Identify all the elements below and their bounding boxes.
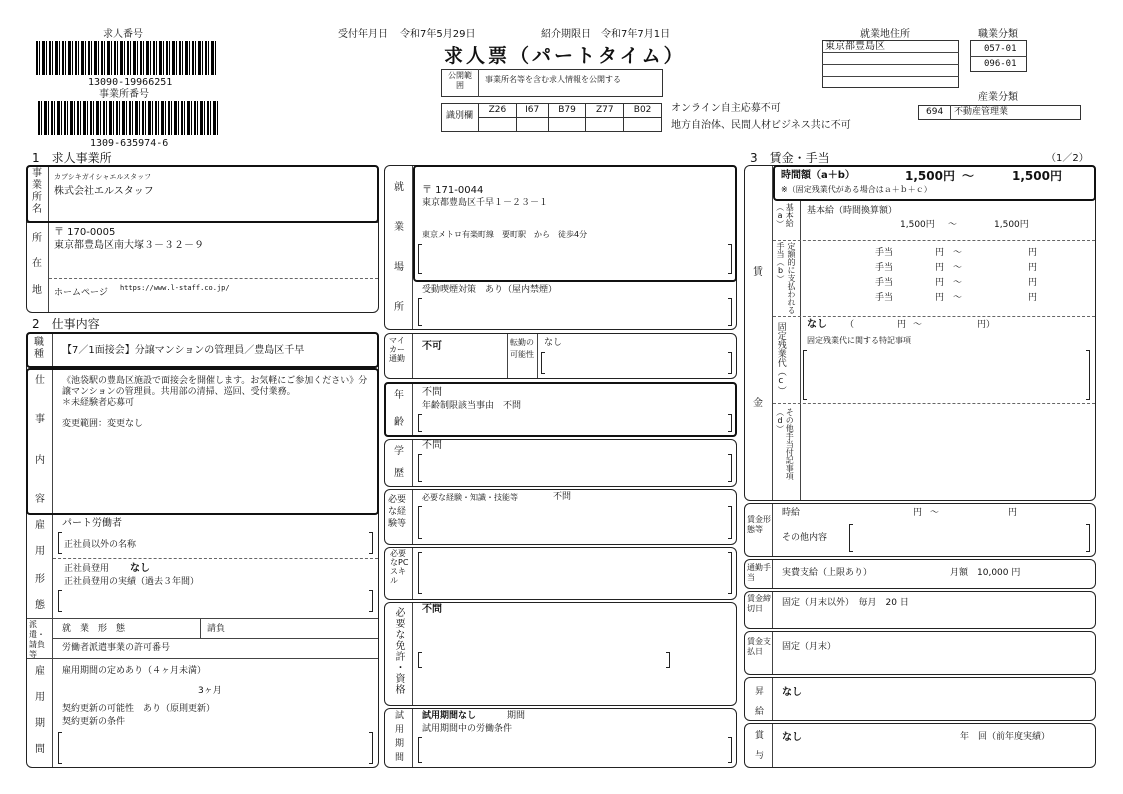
cutoff-value: 固定（月末以外） 毎月 20 日 (782, 598, 909, 608)
allowance-tilde: 〜 (953, 248, 963, 258)
hourly-tilde: 〜 (962, 169, 975, 183)
wage-form-yen-max: 円 (1008, 508, 1018, 518)
allowance-yen-max: 円 (1028, 263, 1038, 273)
deadline-label: 紹介期限日 (541, 29, 591, 40)
education-label: 学 (394, 446, 404, 457)
base-pay-min: 1,500円 (900, 220, 935, 230)
payday-label: 賃金支払日 (747, 637, 771, 656)
education-label: 歴 (394, 468, 404, 479)
period-text: 雇用期間の定めあり（４ヶ月未満） (62, 666, 207, 676)
regular-hire-label: 正社員登用 (64, 564, 110, 574)
commute-allowance-max: 月額 10,000 円 (950, 568, 1021, 578)
employment-label: 形 (35, 574, 45, 585)
dispatch-label: 派遣・請負等 (29, 620, 45, 659)
experience-label: 必要な経験等 (388, 495, 407, 529)
id-code: B79 (548, 104, 586, 118)
license-panel (384, 602, 737, 706)
age-label: 年 (394, 390, 404, 401)
pc-skill-label: 必要なPCスキル (390, 549, 409, 585)
payday-panel (744, 631, 1096, 675)
employment-label: 態 (35, 600, 45, 611)
office-number-label: 事業所番号 (99, 89, 149, 100)
dispatch-form-label: 就 業 形 態 (62, 624, 126, 634)
workplace-label: 就 (394, 182, 404, 193)
base-pay-max: 1,500円 (994, 220, 1029, 230)
occupation: 【7／1面接会】分譲マンションの管理員／豊島区千早 (62, 345, 305, 356)
office-number-barcode (38, 101, 218, 135)
age-reason: 年齢制限該当事由 不問 (422, 401, 522, 411)
job-class-label: 職業分類 (978, 29, 1018, 40)
section-2-title: 2 仕事内容 (32, 317, 100, 331)
raise-label: 昇給 (755, 687, 765, 717)
renewal: 契約更新の可能性 あり（原則更新） (62, 704, 216, 714)
license-value: 不問 (422, 604, 442, 615)
trial-label: 用 (395, 725, 405, 735)
trial-label: 期 (395, 739, 405, 749)
other-allowance-label: その他手当付記事項（d） (775, 408, 795, 480)
allowance-name: 手当 (875, 248, 894, 258)
bonus-record: 年 回（前年度実績） (960, 732, 1051, 742)
hourly-min: 1,500円 (905, 169, 955, 183)
company-address: 東京都豊島区南大塚３－３２－９ (54, 240, 204, 251)
id-code: B02 (624, 104, 662, 118)
wage-form-yen: 円 (913, 508, 923, 518)
base-pay-label: 基本給（a） (775, 203, 795, 228)
fixed-overtime-tilde: 〜 (913, 320, 923, 330)
raise-panel (744, 677, 1096, 721)
allowance-tilde: 〜 (953, 293, 963, 303)
id-code: Z26 (479, 104, 517, 118)
wage-form-label: 賃金形態等 (747, 515, 771, 534)
id-codes-table (478, 103, 662, 132)
industry-label: 産業分類 (978, 92, 1018, 103)
address-label-2: 在 (32, 258, 42, 269)
workplace-label: 所 (394, 302, 404, 313)
trial-period: 期間 (507, 711, 526, 721)
raise-value: なし (782, 687, 802, 698)
job-class-code: 057-01 (984, 44, 1017, 54)
id-code: I67 (516, 104, 548, 118)
workplace-address-label: 就業地住所 (860, 29, 910, 40)
non-regular-name-label: 正社員以外の名称 (64, 540, 137, 550)
job-number: 13090-19966251 (88, 77, 173, 88)
online-note: オンライン自主応募不可 (671, 103, 781, 114)
period-label: 雇 (35, 666, 45, 677)
employment-label: 用 (35, 546, 45, 557)
industry-name: 不動産管理業 (954, 107, 1009, 117)
allowance-yen-max: 円 (1028, 293, 1038, 303)
commute-allowance-label: 通勤手当 (747, 563, 771, 582)
cutoff-panel (744, 591, 1096, 629)
employment-type: パート労働者 (62, 518, 122, 529)
page-counter: （1／2） (1046, 153, 1089, 164)
age-label: 齢 (394, 417, 404, 428)
allowance-yen: 円 (935, 263, 945, 273)
fixed-overtime-value: なし (807, 319, 827, 330)
workplace-label: 業 (394, 222, 404, 233)
allowance-yen-max: 円 (1028, 278, 1038, 288)
address-label-3: 地 (32, 285, 42, 296)
allowance-yen: 円 (935, 293, 945, 303)
period-label: 用 (35, 692, 45, 703)
industry-code: 694 (926, 107, 944, 117)
office-number: 1309-635974-6 (90, 138, 169, 149)
dispatch-form-value: 請負 (207, 624, 226, 634)
content-label: 事 (35, 414, 45, 425)
job-number-label: 求人番号 (103, 29, 143, 40)
content-label: 内 (35, 455, 45, 466)
wage-form-other: その他内容 (782, 533, 828, 543)
age-value: 不問 (422, 387, 442, 398)
period-months: 3ヶ月 (198, 686, 222, 696)
cutoff-label: 賃金締切日 (747, 594, 771, 613)
allowance-label: 定額的に支払われる手当（b） (776, 242, 796, 314)
trial-label: 試 (395, 711, 405, 721)
change-scope: 変更範囲：変更なし (62, 419, 144, 429)
allowance-yen: 円 (935, 248, 945, 258)
company-zip: 〒 170-0005 (54, 227, 116, 238)
allowance-yen-max: 円 (1028, 248, 1038, 258)
allowance-yen: 円 (935, 278, 945, 288)
trial-label: 間 (395, 753, 405, 763)
base-pay-sub: 基本給（時間換算額） (807, 206, 898, 216)
company-name-label: 事業所名 (32, 168, 42, 215)
workplace-label: 場 (394, 262, 404, 273)
disclosure-label: 公開範囲 (448, 71, 472, 90)
municipal-note: 地方自治体、民間人材ビジネス共に不可 (671, 120, 851, 131)
dispatch-permit-label: 労働者派遣事業の許可番号 (62, 643, 171, 653)
smoking-policy: 受動喫煙対策 あり（屋内禁煙） (422, 285, 558, 295)
period-label: 期 (35, 718, 45, 729)
workplace-address: 東京都豊島区 (825, 41, 885, 52)
workplace-address: 東京都豊島区千早１－２３－１ (422, 198, 549, 208)
period-label: 間 (35, 744, 45, 755)
page-title: 求人票（パートタイム） (444, 45, 686, 67)
trial-value: 試用期間なし (422, 711, 477, 721)
id-label: 識別欄 (446, 111, 474, 121)
employment-label: 雇 (35, 520, 45, 531)
allowance-tilde: 〜 (953, 278, 963, 288)
occupation-label: 職種 (34, 337, 44, 360)
base-pay-tilde: 〜 (948, 220, 958, 230)
transfer-value: なし (544, 338, 563, 348)
pc-skill-panel (384, 547, 737, 600)
bonus-label: 賞与 (755, 731, 765, 761)
bonus-panel (744, 723, 1096, 768)
fixed-overtime-label: 固定残業代（c） (775, 322, 786, 395)
allowance-tilde: 〜 (953, 263, 963, 273)
job-number-barcode (36, 41, 218, 75)
received-date: 令和7年5月29日 (400, 29, 476, 40)
content-label: 仕 (35, 375, 45, 386)
hourly-note: ※（固定残業代がある場合はａ＋ｂ＋ｃ） (781, 185, 932, 194)
workplace-highlight (413, 165, 737, 282)
license-label: 必要な免許・資格 (393, 607, 404, 695)
wage-form-value: 時給 (782, 508, 801, 518)
renewal-condition: 契約更新の条件 (62, 717, 126, 727)
hourly-label: 時間額（a＋b） (781, 170, 855, 181)
commute-allowance-value: 実費支給（上限あり） (782, 568, 873, 578)
job-class-code: 096-01 (984, 59, 1017, 69)
regular-hire-value: なし (130, 563, 150, 574)
wage-form-tilde: 〜 (930, 508, 940, 518)
fixed-overtime-note: 固定残業代に関する特記事項 (807, 336, 911, 345)
trial-condition: 試用期間中の労働条件 (422, 724, 513, 734)
address-label-1: 所 (32, 233, 42, 244)
job-content-text: 《池袋駅の豊島区施設で面接会を開催します。お気軽にご参加ください》分譲マンションの管理員。共用部の清掃、巡回、受付業務。 ＊未経験者応募可 (62, 376, 368, 408)
allowance-name: 手当 (875, 263, 894, 273)
experience-text: 必要な経験・知識・技能等 (422, 493, 518, 502)
education-value: 不問 (422, 440, 442, 451)
wage-label: 金 (753, 398, 763, 409)
fixed-overtime-close: 円） (977, 320, 996, 330)
company-name-kana: カブシキガイシャエルスタッフ (54, 173, 152, 181)
car-commute-label: マイカー通勤 (389, 336, 405, 363)
content-label: 容 (35, 494, 45, 505)
fixed-overtime-yen: 円 (897, 320, 907, 330)
deadline-date: 令和7年7月1日 (601, 29, 671, 40)
bonus-value: なし (782, 732, 802, 743)
workplace-zip: 〒 171-0044 (422, 185, 484, 196)
payday-value: 固定（月末） (782, 642, 837, 652)
hourly-max: 1,500円 (1012, 169, 1062, 183)
allowance-name: 手当 (875, 278, 894, 288)
car-commute-value: 不可 (422, 341, 442, 352)
id-code: Z77 (586, 104, 624, 118)
workplace-access: 東京メトロ有楽町線 要町駅 から 徒歩4分 (422, 230, 588, 239)
section-3-title: 3 賃金・手当 (750, 151, 830, 165)
homepage-url[interactable]: https://www.l-staff.co.jp/ (120, 284, 230, 292)
disclosure-value: 事業所名等を含む求人情報を公開する (485, 75, 621, 84)
transfer-label: 転勤の可能性 (510, 338, 534, 359)
wage-label: 賃 (753, 267, 763, 278)
wage-panel (744, 165, 1096, 501)
allowance-name: 手当 (875, 293, 894, 303)
fixed-overtime-paren: （ (845, 320, 855, 330)
regular-hire-record: 正社員登用の実績（過去３年間） (64, 577, 200, 587)
homepage-label: ホームページ (54, 288, 108, 298)
company-name: 株式会社エルスタッフ (54, 186, 154, 197)
received-label: 受付年月日 (338, 29, 388, 40)
section-1-title: 1 求人事業所 (32, 151, 112, 165)
experience-value: 不問 (553, 492, 572, 502)
